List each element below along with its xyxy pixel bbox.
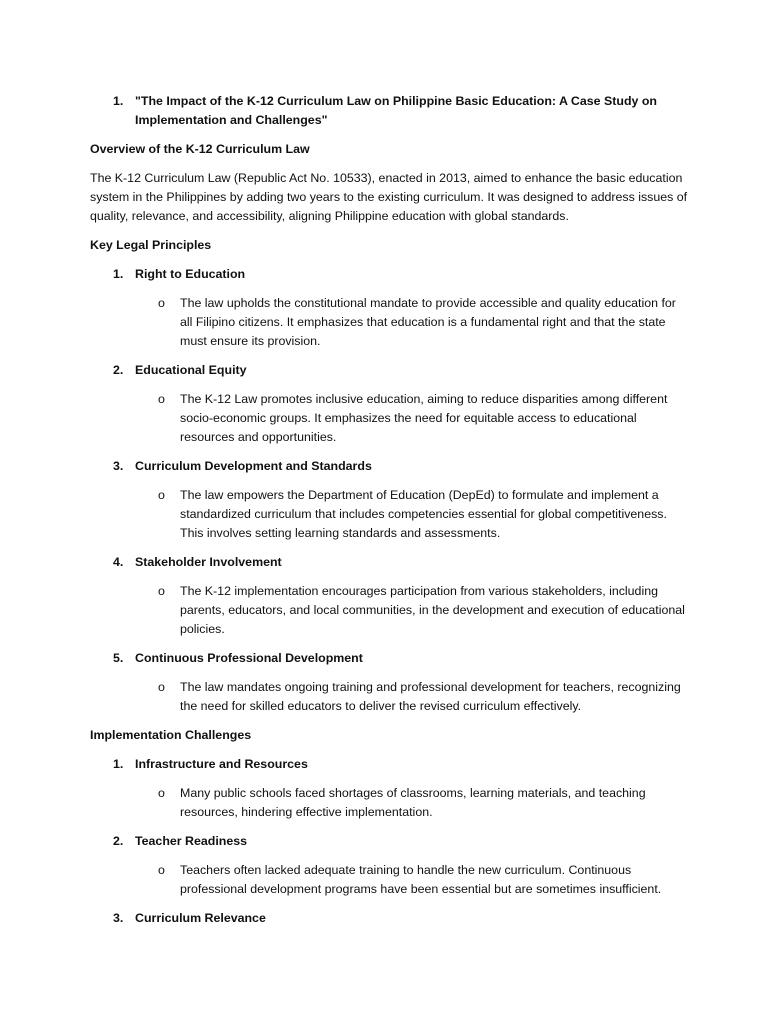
principle-description [90,582,690,639]
bullet-marker: o [158,786,165,800]
principle-title [90,265,690,284]
document-body [90,92,690,938]
bullet-marker: o [158,584,165,598]
principle-description [90,486,690,543]
principle-item [90,649,690,716]
overview-heading: Overview of the K-12 Curriculum Law [90,142,310,156]
challenges-heading: Implementation Challenges [90,728,252,742]
principle-description-text: The K-12 implementation encourages participation from various stakeholders, including parents, educators, and local communities, in the development and execution of educational policies. [180,584,685,636]
principle-title [90,553,690,572]
principle-title-text: Continuous Professional Development [135,651,363,665]
principle-number: 4. [113,555,124,569]
principle-title-text: Right to Education [135,267,246,281]
principle-title-text: Curriculum Development and Standards [135,459,372,473]
principle-item [90,361,690,447]
principle-number: 3. [113,459,124,473]
bullet-marker: o [158,296,165,310]
principle-title [90,649,690,668]
challenge-title [90,755,690,774]
principles-heading: Key Legal Principles [90,238,212,252]
challenge-description [90,784,690,822]
principle-number: 2. [113,363,124,377]
challenge-number: 1. [113,757,124,771]
challenge-title-text: Infrastructure and Resources [135,757,308,771]
challenge-title-text: Curriculum Relevance [135,911,266,925]
bullet-marker: o [158,863,165,877]
challenge-number: 2. [113,834,124,848]
principle-title [90,457,690,476]
principle-number: 5. [113,651,124,665]
principle-item [90,457,690,543]
challenge-description [90,861,690,899]
challenge-number: 3. [113,911,124,925]
challenge-item [90,909,690,928]
principle-description [90,678,690,716]
principle-item [90,265,690,351]
principle-description [90,294,690,351]
principle-title-text: Educational Equity [135,363,247,377]
principle-description-text: The law upholds the constitutional mandate to provide accessible and quality education for all Filipino citizens. It emphasizes that education is a fundamental right and that the state must ensure its provision. [180,296,676,348]
bullet-marker: o [158,392,165,406]
principle-description-text: The law mandates ongoing training and professional development for teachers, recognizing the need for skilled educators to deliver the revised curriculum effectively. [180,680,681,713]
challenge-title-text: Teacher Readiness [135,834,248,848]
bullet-marker: o [158,488,165,502]
principle-title-text: Stakeholder Involvement [135,555,282,569]
principle-number: 1. [113,267,124,281]
principle-description-text: The K-12 Law promotes inclusive education, aiming to reduce disparities among different socio-economic groups. It emphasizes the need for equitable access to educational resources and opportunities. [180,392,668,444]
principle-description-text: The law empowers the Department of Education (DepEd) to formulate and implement a standardized curriculum that includes competencies essential for global competitiveness. This involves setting learning standards and assessments. [180,488,667,540]
challenge-item [90,755,690,822]
title-text: "The Impact of the K-12 Curriculum Law on Philippine Basic Education: A Case Study on Implementation and Challenges" [135,94,657,127]
title-number: 1. [113,94,124,108]
challenge-title [90,832,690,851]
challenge-title [90,909,690,928]
document-title [90,92,690,130]
challenge-item [90,832,690,899]
principle-title [90,361,690,380]
principle-item [90,553,690,639]
overview-paragraph: The K-12 Curriculum Law (Republic Act No. 10533), enacted in 2013, aimed to enhance the basic education system in the Philippines by adding two years to the existing curriculum. It was designed to address issues of quality, relevance, and accessibility, aligning Philippine education with global standards. [90,171,688,223]
bullet-marker: o [158,680,165,694]
challenge-description-text: Many public schools faced shortages of classrooms, learning materials, and teaching resources, hindering effective implementation. [180,786,646,819]
challenge-description-text: Teachers often lacked adequate training to handle the new curriculum. Continuous professional development programs have been essential but are sometimes insufficient. [180,863,662,896]
principle-description [90,390,690,447]
